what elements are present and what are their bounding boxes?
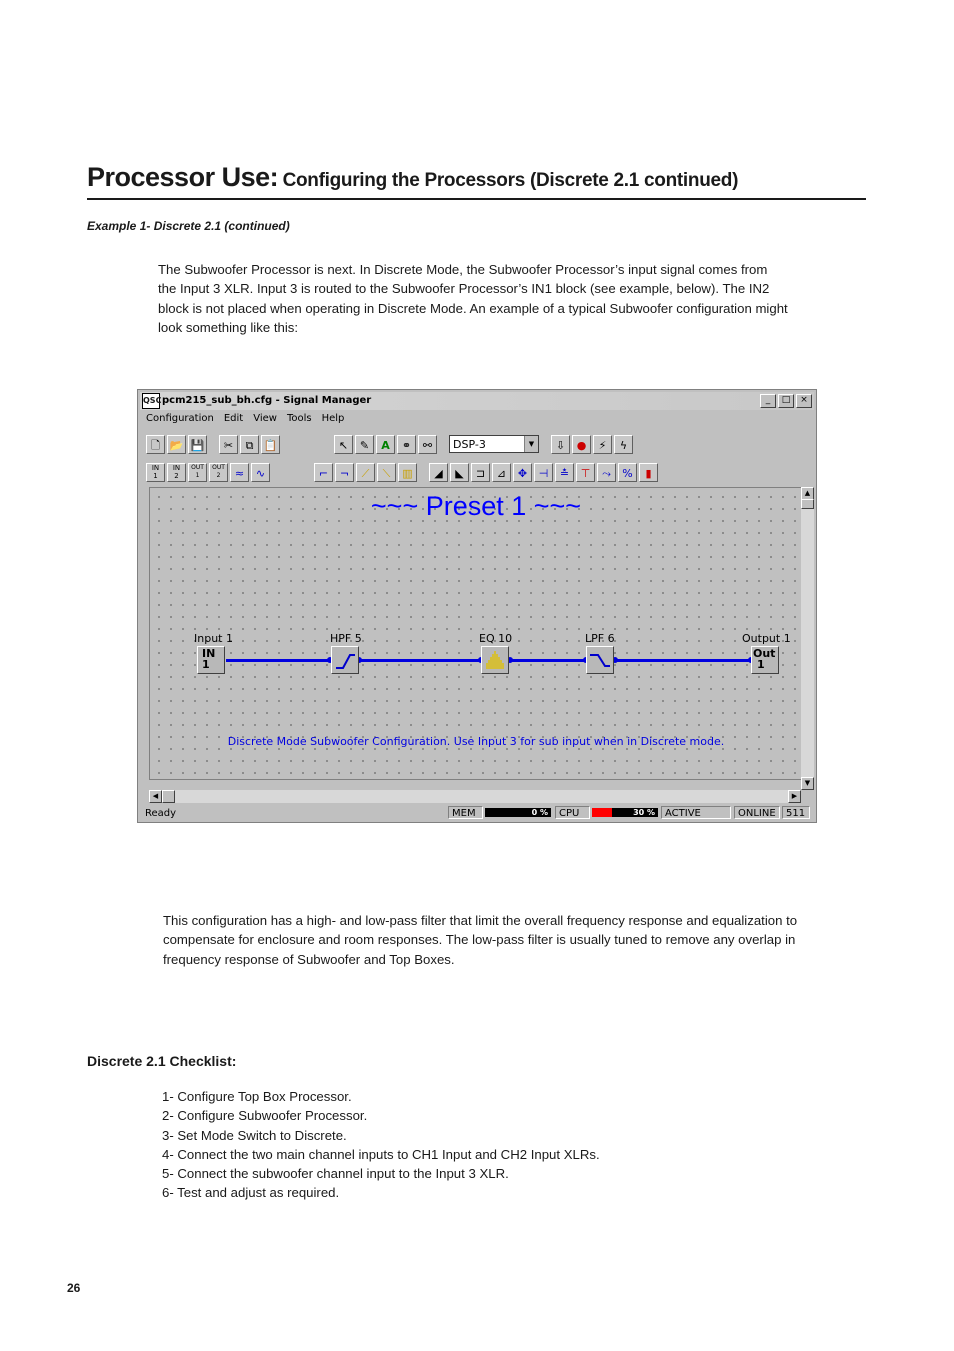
link-icon[interactable]: ⚭: [397, 435, 416, 454]
chevron-down-icon[interactable]: ▼: [524, 436, 538, 452]
wand-icon[interactable]: ⚡: [593, 435, 612, 454]
scroll-thumb[interactable]: [801, 499, 814, 509]
block-toolbar: [146, 460, 658, 484]
eq-icon[interactable]: ▥: [398, 463, 417, 482]
limiter-icon[interactable]: ⊐: [471, 463, 490, 482]
wire: [510, 659, 586, 662]
window-title: pcm215_sub_bh.cfg - Signal Manager: [162, 395, 372, 406]
eq-block[interactable]: [481, 646, 509, 674]
status-mem-label: MEM: [448, 806, 483, 819]
select-pointer-icon[interactable]: ↖: [334, 435, 353, 454]
heading-sub: Configuring the Processors (Discrete 2.1 continued): [282, 170, 739, 191]
heading-main: Processor Use:: [87, 162, 279, 192]
save-icon[interactable]: 💾: [188, 435, 207, 454]
status-ready: Ready: [145, 808, 177, 819]
status-cpu-label: CPU: [555, 806, 590, 819]
checklist-title: Discrete 2.1 Checklist:: [87, 1053, 237, 1069]
preset-title: ~~~ Preset 1 ~~~: [370, 491, 582, 521]
hpf-block[interactable]: [331, 646, 359, 674]
cpu-meter-value: 30 %: [633, 808, 655, 817]
checklist: [162, 1087, 600, 1203]
input2-block-icon[interactable]: IN 2: [167, 463, 186, 482]
signal-canvas[interactable]: [149, 487, 803, 780]
scroll-thumb-horizontal[interactable]: [162, 790, 175, 803]
text-a-icon[interactable]: A: [376, 435, 395, 454]
input1-block[interactable]: [197, 646, 225, 674]
lpf-block[interactable]: [586, 646, 614, 674]
input1-block-icon[interactable]: IN 1: [146, 463, 165, 482]
maximize-button[interactable]: □: [778, 394, 794, 408]
lpf-label: LPF 6: [585, 632, 615, 645]
page-number: 26: [67, 1281, 81, 1295]
output2-block-icon[interactable]: OUT 2: [209, 463, 228, 482]
window-titlebar[interactable]: [140, 392, 814, 410]
list-item: 6- Test and adjust as required.: [162, 1185, 340, 1201]
mem-meter: [485, 808, 551, 817]
compressor-icon[interactable]: ◣: [450, 463, 469, 482]
wire: [615, 659, 751, 662]
input1-block-bottom: 1: [202, 658, 210, 671]
minimize-button[interactable]: _: [760, 394, 776, 408]
input1-block-top: IN: [202, 647, 216, 660]
scroll-right-icon[interactable]: ▶: [788, 790, 801, 803]
heading-rule: [87, 198, 866, 200]
crossover-icon[interactable]: ✥: [513, 463, 532, 482]
new-file-icon[interactable]: 🗋: [146, 435, 165, 454]
download-icon[interactable]: ⇩: [551, 435, 570, 454]
dsp-select-value: DSP-3: [453, 438, 486, 451]
menu-edit[interactable]: Edit: [223, 413, 244, 424]
cpu-meter-fill: [592, 808, 612, 817]
flash-icon[interactable]: ϟ: [614, 435, 633, 454]
router-icon[interactable]: ⊤: [576, 463, 595, 482]
app-icon: QSC: [142, 393, 160, 409]
sine-generator-icon[interactable]: ∿: [251, 463, 270, 482]
scroll-down-icon[interactable]: ▼: [801, 777, 814, 790]
list-item: 3- Set Mode Switch to Discrete.: [162, 1127, 347, 1143]
status-code: 511: [782, 806, 810, 819]
list-item: 1- Configure Top Box Processor.: [162, 1089, 352, 1104]
low-pass-filter-icon[interactable]: ¬: [335, 463, 354, 482]
config-paragraph: This configuration has a high- and low-pass filter that limit the overall frequency response and equalization to compensate for enclosure and room responses. The low-pass filter is usually tuned to remove any overlap in frequency response of Subwoofer and Top Boxes.: [163, 913, 798, 967]
scroll-left-icon[interactable]: ◀: [149, 790, 162, 803]
main-toolbar: [146, 432, 633, 456]
shelf-low-icon[interactable]: ⟍: [377, 463, 396, 482]
wire: [359, 659, 481, 662]
input1-label: Input 1: [194, 632, 233, 645]
signal-manager-window: [137, 389, 817, 823]
meter-icon[interactable]: ▮: [639, 463, 658, 482]
polarity-icon[interactable]: ⤳: [597, 463, 616, 482]
high-pass-filter-icon[interactable]: ⌐: [314, 463, 333, 482]
status-active: ACTIVE: [661, 806, 731, 819]
stop-icon[interactable]: ●: [572, 435, 591, 454]
output1-block-bottom: 1: [757, 658, 765, 671]
cut-icon[interactable]: ✂: [219, 435, 238, 454]
scroll-up-icon[interactable]: ▲: [801, 487, 814, 500]
menu-bar: [146, 413, 344, 424]
menu-help[interactable]: Help: [321, 413, 345, 424]
high-pass-curve-icon: [332, 647, 358, 673]
pencil-icon[interactable]: ✎: [355, 435, 374, 454]
intro-paragraph: The Subwoofer Processor is next. In Discrete Mode, the Subwoofer Processor’s input signal comes from the Input 3 XLR. Input 3 is routed to the Subwoofer Processor’s IN1 block (see example, below). The IN2 block is not placed when operating in Discrete Mode. An example of a typical Subwoofer configuration might look something like this:: [158, 262, 788, 335]
close-button[interactable]: ×: [796, 394, 812, 408]
eq-bars-icon: [482, 647, 508, 673]
gain-icon[interactable]: ◢: [429, 463, 448, 482]
canvas-note: Discrete Mode Subwoofer Configuration. Use Input 3 for sub input when in Discrete mode.: [227, 735, 725, 748]
percent-icon[interactable]: %: [618, 463, 637, 482]
wire: [226, 659, 330, 662]
list-item: 2- Configure Subwoofer Processor.: [162, 1108, 368, 1124]
output1-block-top: Out: [753, 647, 776, 660]
page-heading: [87, 162, 865, 193]
dsp-select[interactable]: [449, 435, 539, 453]
delay-icon[interactable]: ⊣: [534, 463, 553, 482]
output1-block-icon[interactable]: OUT 1: [188, 463, 207, 482]
list-item: 5- Connect the subwoofer channel input to the Input 3 XLR.: [162, 1166, 509, 1182]
expander-icon[interactable]: ⊿: [492, 463, 511, 482]
example-subhead: Example 1- Discrete 2.1 (continued): [87, 219, 290, 233]
low-pass-curve-icon: [587, 647, 613, 673]
paste-icon[interactable]: 📋: [261, 435, 280, 454]
output1-label: Output 1: [742, 632, 791, 645]
hpf-label: HPF 5: [330, 632, 362, 645]
mem-meter-value: 0 %: [531, 808, 548, 817]
vertical-scrollbar[interactable]: [801, 487, 814, 790]
noise-generator-icon[interactable]: ≈: [230, 463, 249, 482]
shelf-high-icon[interactable]: ⟋: [356, 463, 375, 482]
status-bar: [141, 805, 813, 821]
menu-view[interactable]: View: [253, 413, 277, 424]
cpu-meter: [592, 808, 658, 817]
status-online: ONLINE: [734, 806, 780, 819]
menu-tools[interactable]: Tools: [286, 413, 312, 424]
open-folder-icon[interactable]: 📂: [167, 435, 186, 454]
copy-icon[interactable]: ⧉: [240, 435, 259, 454]
output1-block[interactable]: [751, 646, 779, 674]
unlink-icon[interactable]: ⚯: [418, 435, 437, 454]
eq-label: EQ 10: [479, 632, 513, 645]
horizontal-scrollbar[interactable]: [149, 790, 801, 803]
mixer-icon[interactable]: ≛: [555, 463, 574, 482]
list-item: 4- Connect the two main channel inputs to CH1 Input and CH2 Input XLRs.: [162, 1146, 600, 1162]
menu-configuration[interactable]: Configuration: [146, 413, 214, 424]
